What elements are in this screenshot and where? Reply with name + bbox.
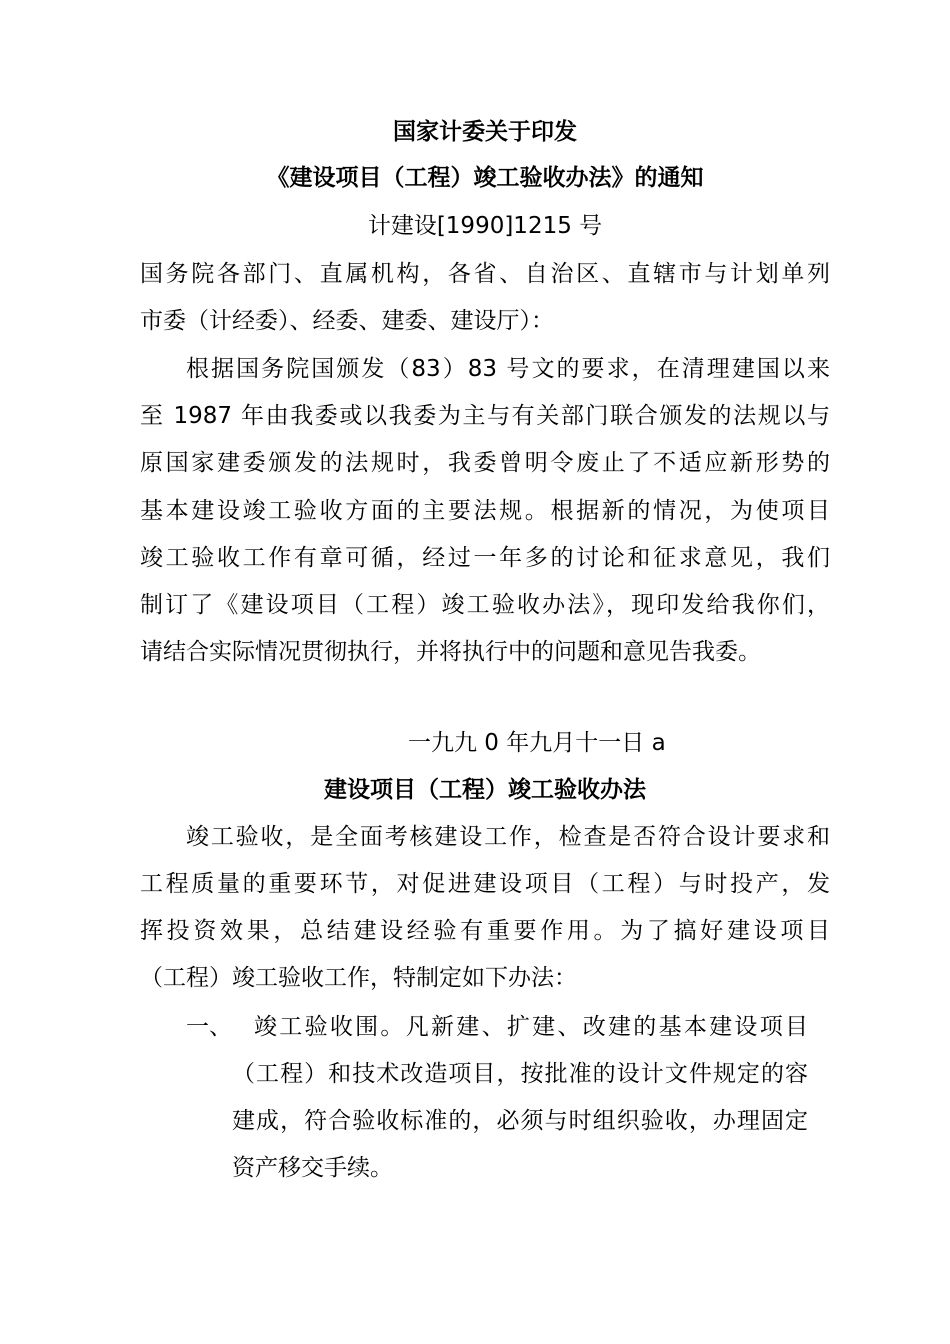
intro-line: 挥投资效果，总结建设经验有重要作用。为了搞好建设项目 bbox=[140, 918, 830, 944]
notice-title-line2: 《建设项目（工程）竣工验收办法》的通知 bbox=[266, 165, 704, 191]
doc-number: 计建设[1990]1215 号 bbox=[367, 213, 603, 239]
body-line: 至 1987 年由我委或以我委为主与有关部门联合颁发的法规以与 bbox=[140, 403, 830, 429]
body-line: 根据国务院国颁发（83）83 号文的要求，在清理建国以来 bbox=[186, 356, 830, 382]
item1-marker: 一、 bbox=[186, 1014, 232, 1040]
measures-title: 建设项目（工程）竣工验收办法 bbox=[324, 777, 646, 803]
intro-line: （工程）竣工验收工作，特制定如下办法： bbox=[140, 965, 577, 991]
item1-line: （工程）和技术改造项目，按批准的设计文件规定的容 bbox=[232, 1061, 808, 1087]
body-line: 请结合实际情况贯彻执行，并将执行中的问题和意见告我委。 bbox=[140, 639, 761, 665]
notice-date: 一九九 0 年九月十一日 a bbox=[408, 730, 666, 756]
body-line: 竣工验收工作有章可循，经过一年多的讨论和征求意见，我们 bbox=[140, 545, 830, 571]
item1-line: 建成，符合验收标准的，必须与时组织验收，办理固定 bbox=[232, 1108, 808, 1134]
intro-line: 工程质量的重要环节，对促进建设项目（工程）与时投产，发 bbox=[140, 871, 830, 897]
intro-line: 竣工验收，是全面考核建设工作，检查是否符合设计要求和 bbox=[186, 824, 830, 850]
body-line: 原国家建委颁发的法规时，我委曾明令废止了不适应新形势的 bbox=[140, 450, 830, 476]
body-line: 基本建设竣工验收方面的主要法规。根据新的情况，为使项目 bbox=[140, 498, 830, 524]
addressee-line: 市委（计经委）、经委、建委、建设厅）： bbox=[140, 308, 554, 334]
item1-line: 资产移交手续。 bbox=[232, 1155, 393, 1181]
item1-line: 竣工验收围。凡新建、扩建、改建的基本建设项目 bbox=[254, 1014, 808, 1040]
body-line: 制订了《建设项目（工程）竣工验收办法》，现印发给我你们， bbox=[140, 592, 830, 618]
notice-title-line1: 国家计委关于印发 bbox=[393, 119, 577, 145]
addressee-line: 国务院各部门、直属机构，各省、自治区、直辖市与计划单列 bbox=[140, 261, 830, 287]
